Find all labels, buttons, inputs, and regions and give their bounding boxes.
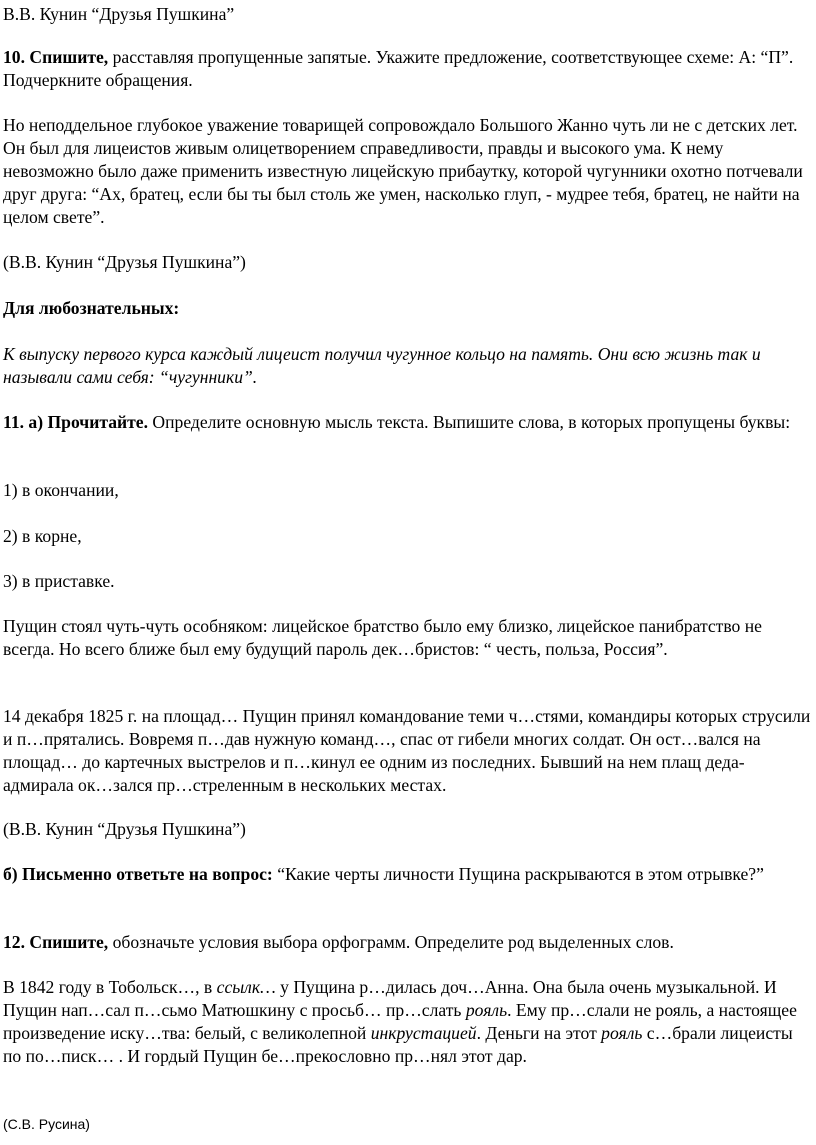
task-12-instruction: обозначьте условия выбора орфограмм. Определите род выделенных слов. (108, 932, 674, 952)
task-10-prompt (3, 46, 811, 92)
task-11-label: 11. а) Прочитайте. (3, 412, 148, 432)
highlighted-word: рояль (465, 1000, 508, 1020)
task-11-paragraph-2: 14 декабря 1825 г. на площад… Пущин принял командование теми ч…стями, командиры которых струсили и п…прятались. Вовремя п…дав нужную команд…, спас от гибели многих солдат. Он ост…вался на площад… до картечных выстрелов и п…кинул ее одним из последних. Бывший на нем плащ деда-адмирала ок…зался пр…стреленным в нескольких местах. (3, 706, 811, 795)
highlighted-word: рояль (601, 1023, 643, 1043)
task-11-instruction: Определите основную мысль текста. Выпишите слова, в которых пропущены буквы: (148, 412, 791, 432)
task-11-item-2: 2) в корне, (3, 526, 82, 546)
task-11-paragraph-1: Пущин стоял чуть-чуть особняком: лицейское братство было ему близко, лицейское панибратство не всегда. Но всего ближе был ему будущий пароль дек…бристов: “ честь, польза, Россия”. (3, 616, 762, 659)
task-10-source: (В.В. Кунин “Друзья Пушкина”) (3, 252, 246, 272)
document-header: В.В. Кунин “Друзья Пушкина” (3, 4, 235, 24)
task-12-text: В 1842 году в Тобольск…, в ссылк… у Пущина р…дилась доч…Анна. Она была очень музыкальной. И Пущин нап…сал п…сьмо Матюшкину с просьб… пр…слать рояль. Ему пр…слали не рояль, а настоящее произведение иску…тва: белый, с великолепной инкрустацией. Деньги на этот рояль с…брали лицеисты по по…писк… . И гордый Пущин бе…прекословно пр…нял этот дар. (3, 977, 797, 1066)
highlighted-word: ссылк… (216, 977, 276, 997)
task-10-text: Но неподдельное глубокое уважение товарищей сопровождало Большого Жанно чуть ли не с детских лет. Он был для лицеистов живым олицетворением справедливости, правды и высокого ума. К нему невозможно было даже применить известную лицейскую прибаутку, которой чугунники охотно потчевали друг друга: “Ах, братец, если бы ты был столь же умен, насколько глуп, - мудрее тебя, братец, не найти на целом свете”. (3, 115, 803, 227)
task-11-item-3: 3) в приставке. (3, 571, 115, 591)
task-11-prompt (3, 411, 811, 434)
task-11b-prompt (3, 863, 811, 886)
task-11b-label: б) Письменно ответьте на вопрос: (3, 864, 273, 884)
task-11-item-1: 1) в окончании, (3, 480, 119, 500)
task-11b-question: “Какие черты личности Пущина раскрываются в этом отрывке?” (272, 864, 764, 884)
highlighted-word: инкрустацией (370, 1023, 477, 1043)
task-12-source: (С.В. Русина) (3, 1116, 90, 1132)
task-11-source: (В.В. Кунин “Друзья Пушкина”) (3, 819, 246, 839)
curious-heading: Для любознательных: (3, 298, 180, 318)
curious-text: К выпуску первого курса каждый лицеист получил чугунное кольцо на память. Они всю жизнь так и называли сами себя: “чугунники”. (3, 344, 761, 387)
task-12-prompt (3, 931, 811, 954)
task-10-instruction: расставляя пропущенные запятые. Укажите предложение, соответствующее схеме: А: “П”. Подчеркните обращения. (3, 47, 794, 90)
task-12-label: 12. Спишите, (3, 932, 109, 952)
task-10-label: 10. Спишите, (3, 47, 109, 67)
